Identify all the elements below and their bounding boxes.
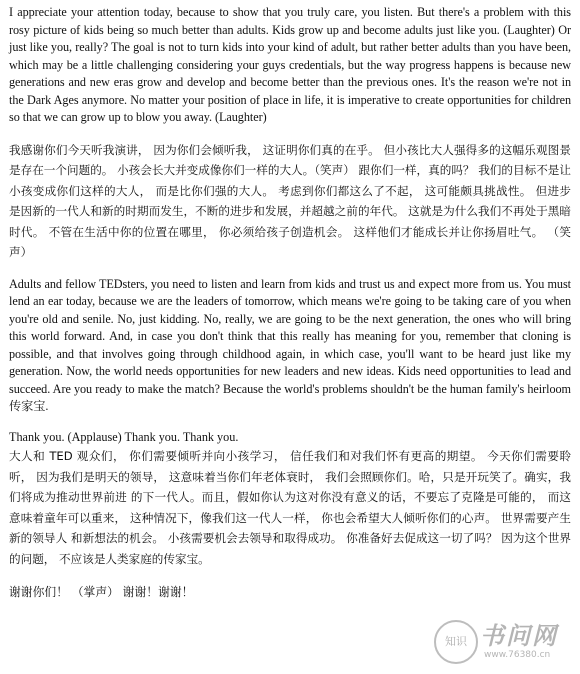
thanks-english: Thank you. (Applause) Thank you. Thank you. — [9, 429, 239, 444]
paragraph-zh-1: 我感谢你们今天听我演讲， 因为你们会倾听我， 这证明你们真的在乎。 但小孩比大人强得多的这幅乐观图景 是存在一个问题的。 小孩会长大并变成像你们一样的大人。（笑声） 跟你们一样，真的吗？ 我们的目标不是让小孩变成你们这样的大人， 而是比你们强的大人。 考虑到你们都这么了不起， 这可能颇具挑战性。 但进步 是因新的一代人和新的时期而发生，不断的进步和发展，并超越之前的年代。 这就是为什么我们不再处于黑暗时代。 不管在生活中你的位置在哪里， 你必须给孩子创造机会。 这样他们才能成长并让你扬眉吐气。 （笑声） — [9, 142, 571, 259]
watermark-logo-icon: 知识 — [434, 620, 478, 664]
paragraph-en-1: I appreciate your attention today, because to show that you truly care, you listen. But there's a problem with this rosy picture of kids being so much better than adults. Kids grow up and become adults just like you. (Laughter) Or just like you, really? The goal is not to turn kids into your kind of adult, but rather better adults than you have been, which may be a little challenging considering your guys credentials, but the way progress happens is because new generations and new eras grow and develop and become better than the previous ones. It's the reason we're not in the Dark Ages anymore. No matter your position of place in life, it is imperative to create opportunities for children so that we can grow up to blow you away. (Laughter) — [9, 5, 571, 124]
watermark-url: www.76380.cn — [484, 650, 551, 660]
site-watermark — [434, 616, 574, 668]
paragraph-en-2: Adults and fellow TEDsters, you need to listen and learn from kids and trust us and expect more from us. You must lend an ear today, because we are the leaders of tomorrow, which means we're going to be taking care of you when you're old and senile. No, just kidding. No, really, we are going to be the next generation, the ones who will bring this world forward. And, in case you don't think that this really has meaning for you, remember that cloning is possible, and that involves going through childhood again, in which case, you'll want to be heard just like my generation. Now, the world needs opportunities for new leaders and new ideas. Kids need opportunities to lead and succeed. Are you ready to make the match? Because the world's problems shouldn't be the human family's heirloom 传家宝. — [9, 276, 571, 413]
closing-chinese: 谢谢你们！ （掌声） 谢谢！谢谢！ — [9, 585, 194, 599]
document-body — [9, 4, 571, 602]
watermark-title: 书问网 — [480, 621, 558, 650]
paragraph-zh-2: 大人和 TED 观众们， 你们需要倾听并向小孩学习， 信任我们和对我们怀有更高的期望。 今天你们需要聆听， 因为我们是明天的领导， 这意味着当你们年老体衰时， 我们会照顾你们。哈，只是开玩笑了。确实，我们将成为推动世界前进 的下一代人。而且，假如你认为这对你没有意义的话，不要忘了克隆是可能的， 而这意味着童年可以重来， 这种情况下，像我们这一代人一样， 你也会希望大人倾听你们的心声。 世界需要产生新的领导人 和新想法的机会。 小孩需要机会去领导和取得成功。 你准备好去促成这一切了吗？ 因为这个世界的问题， 不应该是人类家庭的传家宝。 — [9, 449, 571, 566]
